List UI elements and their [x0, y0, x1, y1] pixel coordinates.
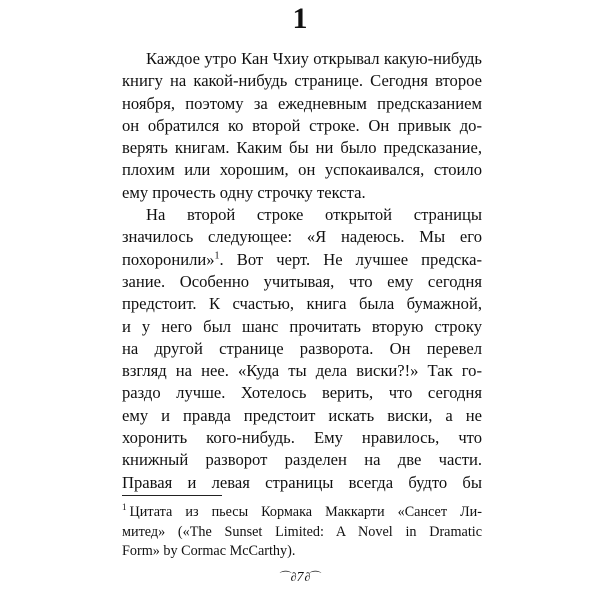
footnote-line [122, 503, 482, 523]
text-line: На второй строке открытой страницы [146, 205, 482, 225]
body-text [122, 48, 482, 494]
text-line: книжный разворот разделен на две части. [122, 450, 482, 470]
text-line-with-footnote [122, 249, 482, 271]
text-fragment: похоронили» [122, 249, 215, 269]
footnote-divider [122, 495, 222, 496]
text-line: и у него был шанс прочитать вторую строку [122, 316, 482, 336]
page-number-value: 7 [296, 570, 304, 585]
chapter-number: 1 [292, 2, 308, 35]
footnote [122, 503, 482, 562]
text-line: хоронить кого-нибудь. Ему нравилось, что [122, 428, 482, 448]
ornament-right-icon: ∂⌒ [304, 570, 321, 584]
text-line: предстоит. К счастью, книга была бумажной, [122, 294, 482, 314]
text-line: на другой странице разворота. Он перевел [122, 338, 482, 358]
text-line: ему прочесть одну строчку текста. [122, 182, 366, 202]
footnote-text: Цитата из пьесы Кормака Маккарти «Сансет Ли- [129, 504, 482, 520]
text-line: Каждое утро Кан Чхиу открывал какую-нибудь [146, 49, 482, 68]
text-line: раздо лучше. Хотелось верить, что сегодня [122, 383, 482, 403]
text-line: плохим или хорошим, он успокаивался, стоило [122, 160, 482, 180]
text-line: ему и правда предстоит искать виски, а не [122, 405, 482, 425]
footnote-reference[interactable]: 1 [214, 250, 220, 262]
text-line: значилось следующее: «Я надеюсь. Мы его [122, 227, 482, 247]
ornament-left-icon: ⌒∂ [279, 570, 296, 584]
text-line: взгляд на нее. «Куда ты дела виски?!» Так го- [122, 361, 482, 381]
footnote-line: Form» by Cormac McCarthy). [122, 543, 296, 559]
footnote-number: 1 [122, 502, 127, 513]
text-line: книгу на какой-нибудь странице. Сегодня второе [122, 71, 482, 91]
text-line: Правая и левая страницы всегда будто бы [122, 472, 482, 492]
text-line: верять книгам. Каким бы ни было предсказание, [122, 138, 482, 158]
text-line: зание. Особенно учитывая, что ему сегодня [122, 271, 482, 291]
footnote-line: митед» («The Sunset Limited: A Novel in Dramatic [122, 523, 482, 540]
text-line: ноября, поэтому за ежедневным предсказанием [122, 93, 482, 113]
text-line: он обратился ко второй строке. Он привык до- [122, 115, 482, 135]
page-number [0, 568, 600, 587]
text-fragment: . Вот черт. Не лучшее предска- [219, 249, 482, 269]
